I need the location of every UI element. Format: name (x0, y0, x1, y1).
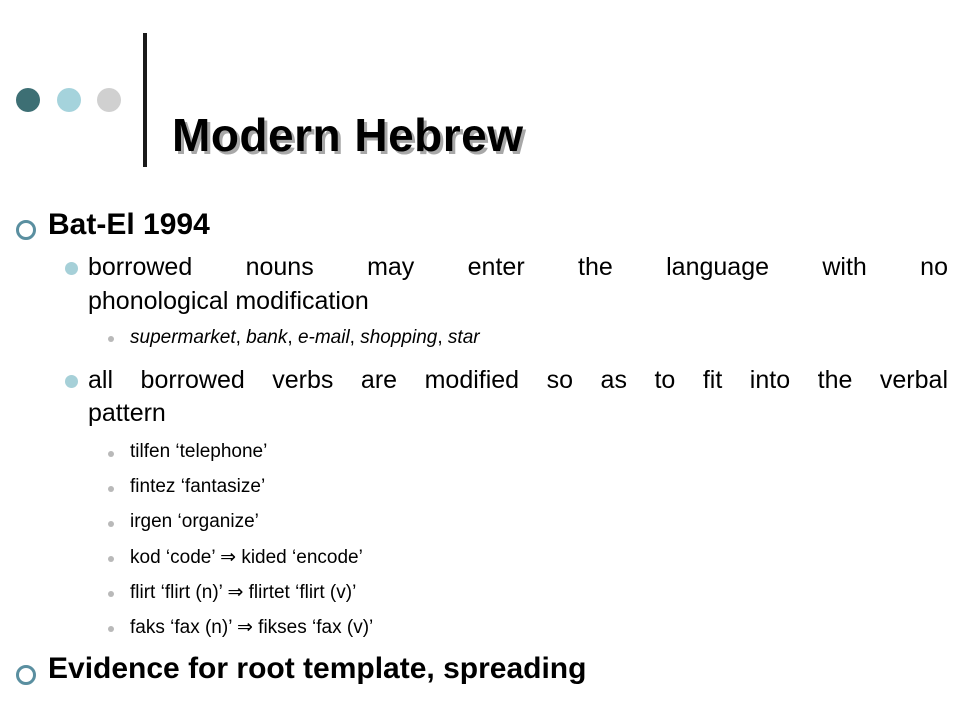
separator: , (437, 327, 448, 348)
slide-title: Modern Hebrew (172, 109, 524, 161)
decor-dot-dark (16, 88, 40, 112)
decor-dot-teal (57, 88, 81, 112)
noun-examples (130, 327, 480, 349)
point-verbs-line1: all borrowed verbs are modified so as to fit into the verbal (88, 366, 948, 394)
bullet-l2 (65, 262, 78, 275)
separator: , (287, 327, 298, 348)
verb-example: faks ‘fax (n)’ ⇒ fikses ‘fax (v)’ (130, 617, 374, 638)
example-word: shopping (360, 327, 438, 348)
bullet-l3 (108, 591, 114, 597)
heading-evidence: Evidence for root template, spreading (48, 652, 587, 685)
bullet-l3 (108, 451, 114, 457)
verb-example: kod ‘code’ ⇒ kided ‘encode’ (130, 547, 363, 568)
verb-example: flirt ‘flirt (n)’ ⇒ flirtet ‘flirt (v)’ (130, 582, 357, 603)
verb-example: fintez ‘fantasize’ (130, 476, 266, 497)
example-word: bank (246, 327, 288, 348)
separator: , (235, 327, 247, 348)
decor-dot-gray (97, 88, 121, 112)
bullet-l3 (108, 626, 114, 632)
bullet-l1 (16, 665, 36, 685)
example-word: supermarket (130, 327, 236, 348)
bullet-l2 (65, 375, 78, 388)
bullet-l1 (16, 220, 36, 240)
bullet-l3 (108, 336, 114, 342)
point-nouns-line1: borrowed nouns may enter the language with no (88, 253, 948, 281)
title-divider (143, 33, 147, 167)
separator: , (349, 327, 361, 348)
heading-bat-el: Bat-El 1994 (48, 208, 210, 241)
example-word: e-mail (297, 327, 350, 348)
verb-example: irgen ‘organize’ (130, 511, 259, 532)
verb-example: tilfen ‘telephone’ (130, 441, 268, 462)
bullet-l3 (108, 521, 114, 527)
bullet-l3 (108, 486, 114, 492)
point-nouns-line2: phonological modification (88, 287, 369, 315)
bullet-l3 (108, 556, 114, 562)
example-word: star (447, 327, 480, 348)
point-verbs-line2: pattern (88, 399, 166, 427)
